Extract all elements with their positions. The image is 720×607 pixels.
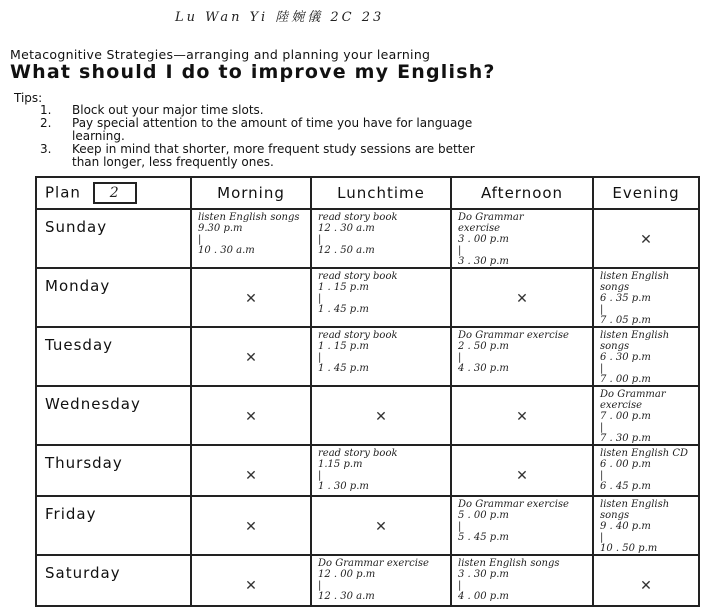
column-header-lunchtime: Lunchtime bbox=[311, 177, 451, 209]
cell-entry bbox=[192, 497, 310, 499]
entry-line: 3 . 30 p.m bbox=[458, 569, 509, 580]
entry-line: 4 . 00 p.m bbox=[458, 591, 509, 602]
entry-line: | bbox=[458, 245, 462, 256]
cell-entry bbox=[452, 387, 592, 389]
table-row bbox=[36, 268, 699, 327]
entry-line: 1.15 p.m bbox=[318, 459, 363, 470]
cell-entry bbox=[192, 387, 310, 389]
entry-line: read story book bbox=[318, 212, 398, 223]
cell-entry bbox=[312, 269, 450, 315]
entry-line: 1 . 15 p.m bbox=[318, 341, 369, 352]
cell-afternoon bbox=[451, 496, 593, 555]
day-label: Thursday bbox=[36, 445, 191, 496]
cell-afternoon bbox=[451, 445, 593, 496]
cell-afternoon bbox=[451, 209, 593, 268]
tips-heading: Tips: bbox=[14, 91, 43, 105]
cell-evening bbox=[593, 209, 699, 268]
cell-morning bbox=[191, 386, 311, 445]
entry-line: 1 . 15 p.m bbox=[318, 282, 369, 293]
entry-line: songs bbox=[600, 341, 630, 352]
cell-evening bbox=[593, 445, 699, 496]
entry-line: | bbox=[318, 470, 322, 481]
entry-line: Do Grammar exercise bbox=[458, 499, 569, 510]
entry-line: | bbox=[318, 580, 322, 591]
cross-mark-icon: ✕ bbox=[245, 519, 257, 535]
day-label: Saturday bbox=[36, 555, 191, 606]
entry-line: read story book bbox=[318, 271, 398, 282]
cell-entry bbox=[312, 328, 450, 374]
cross-mark-icon: ✕ bbox=[516, 291, 528, 307]
entry-line: 7 . 00 p.m bbox=[600, 374, 651, 385]
cross-mark-icon: ✕ bbox=[245, 578, 257, 594]
cell-entry bbox=[192, 269, 310, 271]
cell-entry bbox=[452, 269, 592, 271]
cell-lunchtime bbox=[311, 209, 451, 268]
entry-line: | bbox=[318, 234, 322, 245]
plan-label: Plan bbox=[45, 183, 81, 202]
cross-mark-icon: ✕ bbox=[516, 468, 528, 484]
entry-line: 6 . 45 p.m bbox=[600, 481, 651, 492]
entry-line: exercise bbox=[458, 223, 501, 234]
entry-line: | bbox=[318, 352, 322, 363]
entry-line: 12 . 30 a.m bbox=[318, 591, 375, 602]
entry-line: listen English songs bbox=[198, 212, 300, 223]
cell-morning bbox=[191, 555, 311, 606]
entry-line: 3 . 30 p.m bbox=[458, 256, 509, 267]
entry-line: | bbox=[458, 521, 462, 532]
cell-entry bbox=[594, 210, 698, 212]
worksheet-subtitle: Metacognitive Strategies—arranging and planning your learning bbox=[10, 47, 431, 62]
cell-entry bbox=[192, 556, 310, 558]
entry-line: 4 . 30 p.m bbox=[458, 363, 509, 374]
entry-line: 1 . 45 p.m bbox=[318, 363, 369, 374]
cell-lunchtime bbox=[311, 496, 451, 555]
cell-afternoon bbox=[451, 327, 593, 386]
cross-mark-icon: ✕ bbox=[640, 232, 652, 248]
entry-line: 9.30 p.m bbox=[198, 223, 243, 234]
cell-afternoon bbox=[451, 268, 593, 327]
entry-line: | bbox=[600, 532, 604, 543]
cell-morning bbox=[191, 327, 311, 386]
column-header-afternoon: Afternoon bbox=[451, 177, 593, 209]
table-row bbox=[36, 209, 699, 268]
entry-line: | bbox=[600, 422, 604, 433]
entry-line: 10 . 30 a.m bbox=[198, 245, 255, 256]
entry-line: | bbox=[600, 304, 604, 315]
entry-line: 12 . 00 p.m bbox=[318, 569, 376, 580]
entry-line: Do Grammar exercise bbox=[318, 558, 429, 569]
entry-line: listen English bbox=[600, 271, 670, 282]
study-plan-table bbox=[35, 176, 700, 607]
cell-lunchtime bbox=[311, 327, 451, 386]
entry-line: 6 . 30 p.m bbox=[600, 352, 651, 363]
cell-entry bbox=[594, 269, 698, 326]
cross-mark-icon: ✕ bbox=[640, 578, 652, 594]
cell-lunchtime bbox=[311, 555, 451, 606]
tip-text: Pay special attention to the amount of time you have for language learning. bbox=[72, 116, 473, 143]
day-label: Monday bbox=[36, 268, 191, 327]
cell-morning bbox=[191, 496, 311, 555]
worksheet-title: What should I do to improve my English? bbox=[10, 61, 496, 83]
entry-line: 6 . 35 p.m bbox=[600, 293, 651, 304]
cell-entry bbox=[594, 387, 698, 444]
entry-line: | bbox=[458, 352, 462, 363]
cell-entry bbox=[192, 446, 310, 448]
cell-morning bbox=[191, 445, 311, 496]
plan-header-cell bbox=[36, 177, 191, 209]
cell-entry bbox=[192, 210, 310, 256]
tip-number: 2. bbox=[40, 116, 52, 130]
entry-line: 9 . 40 p.m bbox=[600, 521, 651, 532]
cross-mark-icon: ✕ bbox=[245, 350, 257, 366]
entry-line: 2 . 50 p.m bbox=[458, 341, 509, 352]
entry-line: read story book bbox=[318, 448, 398, 459]
cell-entry bbox=[312, 446, 450, 492]
cell-evening bbox=[593, 555, 699, 606]
cell-afternoon bbox=[451, 386, 593, 445]
day-label: Sunday bbox=[36, 209, 191, 268]
cell-evening bbox=[593, 268, 699, 327]
cell-lunchtime bbox=[311, 386, 451, 445]
cell-entry bbox=[312, 556, 450, 602]
cross-mark-icon: ✕ bbox=[375, 519, 387, 535]
cell-morning bbox=[191, 268, 311, 327]
cell-entry bbox=[594, 446, 698, 492]
column-header-morning: Morning bbox=[191, 177, 311, 209]
table-row bbox=[36, 496, 699, 555]
tip-number: 1. bbox=[40, 103, 52, 117]
entry-line: read story book bbox=[318, 330, 398, 341]
table-row bbox=[36, 386, 699, 445]
cell-entry bbox=[312, 497, 450, 499]
entry-line: | bbox=[600, 363, 604, 374]
table-row bbox=[36, 327, 699, 386]
entry-line: 12 . 30 a.m bbox=[318, 223, 375, 234]
entry-line: songs bbox=[600, 282, 630, 293]
table-row bbox=[36, 445, 699, 496]
entry-line: 3 . 00 p.m bbox=[458, 234, 509, 245]
table-header-row bbox=[36, 177, 699, 209]
entry-line: Do Grammar bbox=[600, 389, 666, 400]
cell-lunchtime bbox=[311, 445, 451, 496]
plan-number: 2 bbox=[93, 182, 137, 204]
entry-line: | bbox=[600, 470, 604, 481]
cross-mark-icon: ✕ bbox=[516, 409, 528, 425]
cell-entry bbox=[312, 387, 450, 389]
entry-line: Do Grammar bbox=[458, 212, 524, 223]
cell-morning bbox=[191, 209, 311, 268]
cell-entry bbox=[452, 497, 592, 543]
day-label: Friday bbox=[36, 496, 191, 555]
entry-line: songs bbox=[600, 510, 630, 521]
student-name: Lu Wan Yi 陸婉儀 2C 23 bbox=[175, 10, 385, 25]
cross-mark-icon: ✕ bbox=[245, 468, 257, 484]
tip-text: Block out your major time slots. bbox=[72, 103, 264, 117]
entry-line: 1 . 30 p.m bbox=[318, 481, 369, 492]
entry-line: 7 . 00 p.m bbox=[600, 411, 651, 422]
tip-item bbox=[40, 143, 475, 169]
entry-line: exercise bbox=[600, 400, 643, 411]
cell-entry bbox=[452, 328, 592, 374]
column-header-evening: Evening bbox=[593, 177, 699, 209]
entry-line: 5 . 45 p.m bbox=[458, 532, 509, 543]
cell-entry bbox=[594, 556, 698, 558]
entry-line: | bbox=[458, 580, 462, 591]
entry-line: Do Grammar exercise bbox=[458, 330, 569, 341]
tip-text: Keep in mind that shorter, more frequent study sessions are better than longer, less frequently ones. bbox=[72, 142, 475, 169]
cell-evening bbox=[593, 327, 699, 386]
entry-line: 7 . 05 p.m bbox=[600, 315, 651, 326]
entry-line: 12 . 50 a.m bbox=[318, 245, 375, 256]
entry-line: listen English bbox=[600, 330, 670, 341]
cell-entry bbox=[452, 556, 592, 602]
cell-entry bbox=[312, 210, 450, 256]
cell-entry bbox=[192, 328, 310, 330]
cell-entry bbox=[452, 210, 592, 267]
day-label: Tuesday bbox=[36, 327, 191, 386]
cross-mark-icon: ✕ bbox=[245, 409, 257, 425]
entry-line: | bbox=[318, 293, 322, 304]
table-row bbox=[36, 555, 699, 606]
cross-mark-icon: ✕ bbox=[245, 291, 257, 307]
cell-entry bbox=[594, 497, 698, 554]
cell-entry bbox=[594, 328, 698, 385]
cell-evening bbox=[593, 496, 699, 555]
cell-evening bbox=[593, 386, 699, 445]
cell-lunchtime bbox=[311, 268, 451, 327]
cell-afternoon bbox=[451, 555, 593, 606]
entry-line: 10 . 50 p.m bbox=[600, 543, 658, 554]
entry-line: 7 . 30 p.m bbox=[600, 433, 651, 444]
entry-line: 1 . 45 p.m bbox=[318, 304, 369, 315]
cross-mark-icon: ✕ bbox=[375, 409, 387, 425]
cell-entry bbox=[452, 446, 592, 448]
entry-line: listen English songs bbox=[458, 558, 560, 569]
entry-line: 6 . 00 p.m bbox=[600, 459, 651, 470]
tip-number: 3. bbox=[40, 142, 52, 156]
entry-line: listen English bbox=[600, 499, 670, 510]
day-label: Wednesday bbox=[36, 386, 191, 445]
entry-line: | bbox=[198, 234, 202, 245]
tip-item bbox=[40, 117, 472, 143]
entry-line: listen English CD bbox=[600, 448, 689, 459]
entry-line: 5 . 00 p.m bbox=[458, 510, 509, 521]
